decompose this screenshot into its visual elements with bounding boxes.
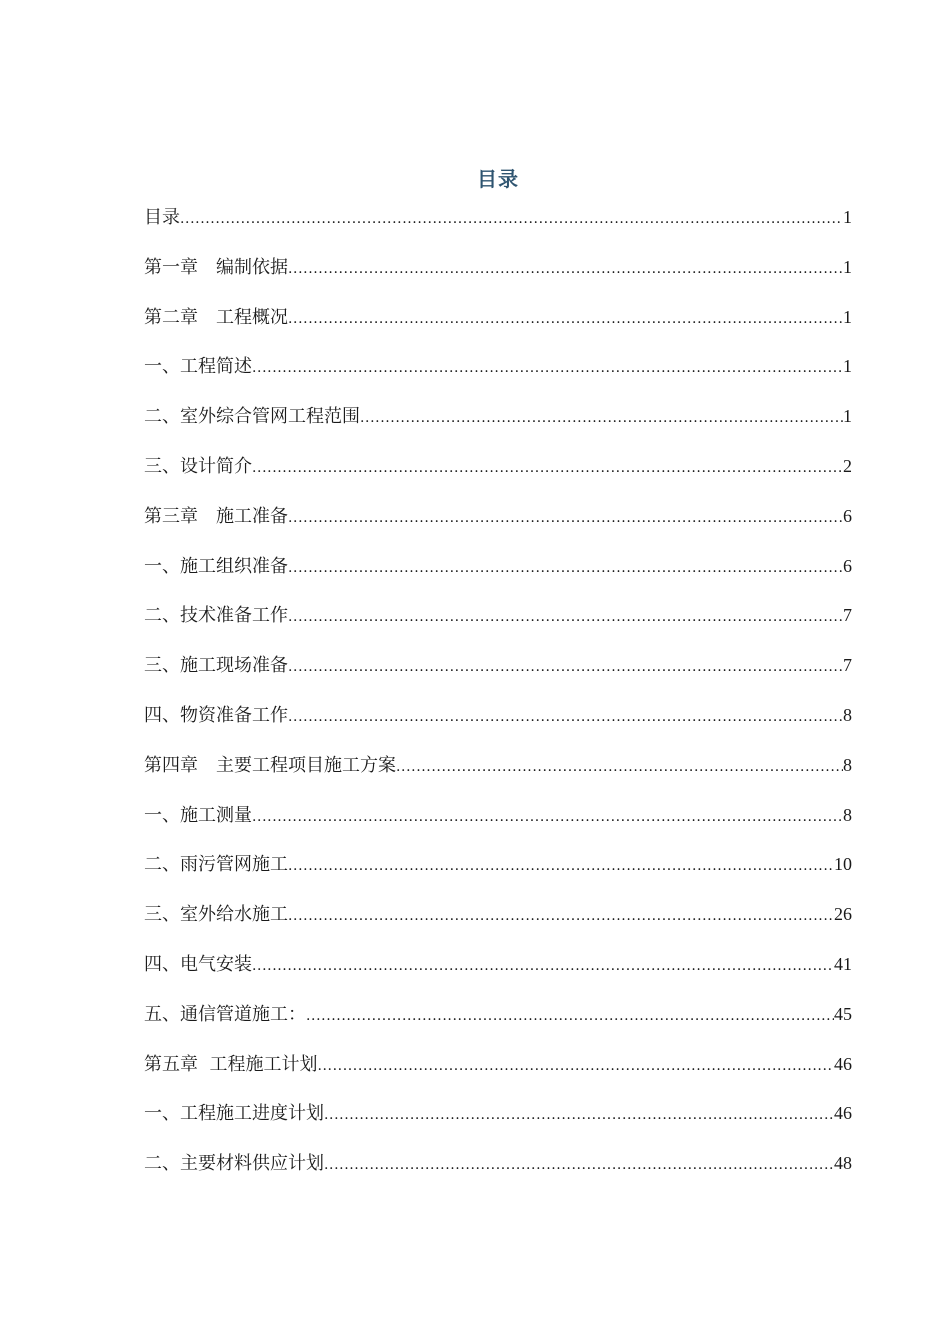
toc-entry[interactable]: [144, 399, 852, 449]
toc-entry[interactable]: [144, 1096, 852, 1146]
toc-entry[interactable]: [144, 449, 852, 499]
toc-entry[interactable]: [144, 897, 852, 947]
toc-leader-dots: [288, 650, 843, 684]
toc-entry[interactable]: [144, 798, 852, 848]
toc-entry-page: 7: [843, 655, 852, 676]
toc-leader-dots: [252, 451, 843, 485]
toc-entry[interactable]: [144, 349, 852, 399]
toc-entry[interactable]: [144, 499, 852, 549]
toc-list: [144, 200, 852, 1196]
toc-entry-page: 46: [834, 1103, 852, 1124]
toc-entry-page: 8: [843, 704, 852, 725]
toc-entry-page: 6: [843, 555, 852, 576]
toc-entry-page: 1: [843, 306, 852, 327]
toc-entry-page: 8: [843, 754, 852, 775]
toc-entry-label: 第二章 工程概况: [144, 306, 288, 328]
toc-leader-dots: [288, 899, 834, 933]
toc-entry-label: 四、物资准备工作: [144, 704, 288, 726]
toc-entry-page: 6: [843, 505, 852, 526]
toc-entry-label: 二、室外综合管网工程范围: [144, 406, 360, 428]
toc-entry-page: 1: [843, 356, 852, 377]
toc-entry-label: 一、施工组织准备: [144, 555, 288, 577]
toc-entry-page: 45: [834, 1003, 852, 1024]
toc-leader-dots: [324, 1148, 834, 1182]
toc-entry-label: 二、主要材料供应计划: [144, 1153, 324, 1175]
toc-entry[interactable]: [144, 300, 852, 350]
toc-entry-label: 三、设计简介: [144, 455, 252, 477]
toc-entry-label: 三、室外给水施工: [144, 904, 288, 926]
toc-leader-dots: [252, 949, 834, 983]
toc-entry-page: 1: [843, 207, 852, 227]
toc-entry[interactable]: [144, 598, 852, 648]
toc-leader-dots: [288, 849, 834, 883]
toc-entry-label: 二、雨污管网施工: [144, 854, 288, 876]
toc-leader-dots: [288, 600, 843, 634]
toc-entry-page: 8: [843, 804, 852, 825]
toc-entry-label: 二、技术准备工作: [144, 605, 288, 627]
toc-entry[interactable]: [144, 1047, 852, 1097]
toc-entry[interactable]: [144, 648, 852, 698]
toc-leader-dots: [288, 700, 843, 734]
toc-entry[interactable]: [144, 947, 852, 997]
toc-entry[interactable]: [144, 200, 852, 250]
toc-leader-dots: [324, 1098, 834, 1132]
toc-entry-label: 五、通信管道施工：: [144, 1003, 306, 1025]
toc-entry-label: 一、施工测量: [144, 804, 252, 826]
toc-entry-page: 2: [843, 455, 852, 476]
toc-leader-dots: [306, 999, 834, 1033]
toc-leader-dots: [396, 750, 843, 784]
toc-entry-page: 1: [843, 256, 852, 277]
toc-entry-label: 第五章 工程施工计划: [144, 1053, 318, 1075]
toc-leader-dots: [360, 401, 843, 435]
toc-entry-page: 7: [843, 605, 852, 626]
toc-entry[interactable]: [144, 748, 852, 798]
toc-entry-label: 第三章 施工准备: [144, 505, 288, 527]
toc-entry[interactable]: [144, 1146, 852, 1196]
toc-leader-dots: [288, 302, 843, 336]
toc-entry[interactable]: [144, 549, 852, 599]
toc-leader-dots: [288, 501, 843, 535]
toc-title: 目录: [477, 167, 519, 191]
toc-leader-dots: [252, 800, 843, 834]
toc-entry-page: 26: [834, 904, 852, 925]
toc-leader-dots: [317, 1049, 834, 1083]
toc-entry-page: 41: [834, 953, 852, 974]
toc-leader-dots: [288, 551, 843, 585]
toc-leader-dots: [180, 202, 843, 236]
toc-entry-label: 一、工程简述: [144, 356, 252, 378]
toc-entry-label: 第四章 主要工程项目施工方案: [144, 754, 396, 776]
toc-leader-dots: [252, 351, 843, 385]
toc-entry-page: 46: [834, 1053, 852, 1074]
toc-entry[interactable]: [144, 698, 852, 748]
toc-entry[interactable]: [144, 250, 852, 300]
toc-entry-label: 三、施工现场准备: [144, 655, 288, 677]
toc-entry-label: 一、工程施工进度计划: [144, 1103, 324, 1125]
toc-entry[interactable]: [144, 847, 852, 897]
toc-entry-page: 48: [834, 1153, 852, 1174]
toc-entry-page: 1: [843, 406, 852, 427]
toc-entry-label: 四、电气安装: [144, 953, 252, 975]
toc-entry[interactable]: [144, 997, 852, 1047]
toc-entry-label: 第一章 编制依据: [144, 256, 288, 278]
toc-entry-page: 10: [834, 854, 852, 875]
toc-entry-label: 目录: [144, 207, 180, 228]
toc-leader-dots: [288, 252, 843, 286]
